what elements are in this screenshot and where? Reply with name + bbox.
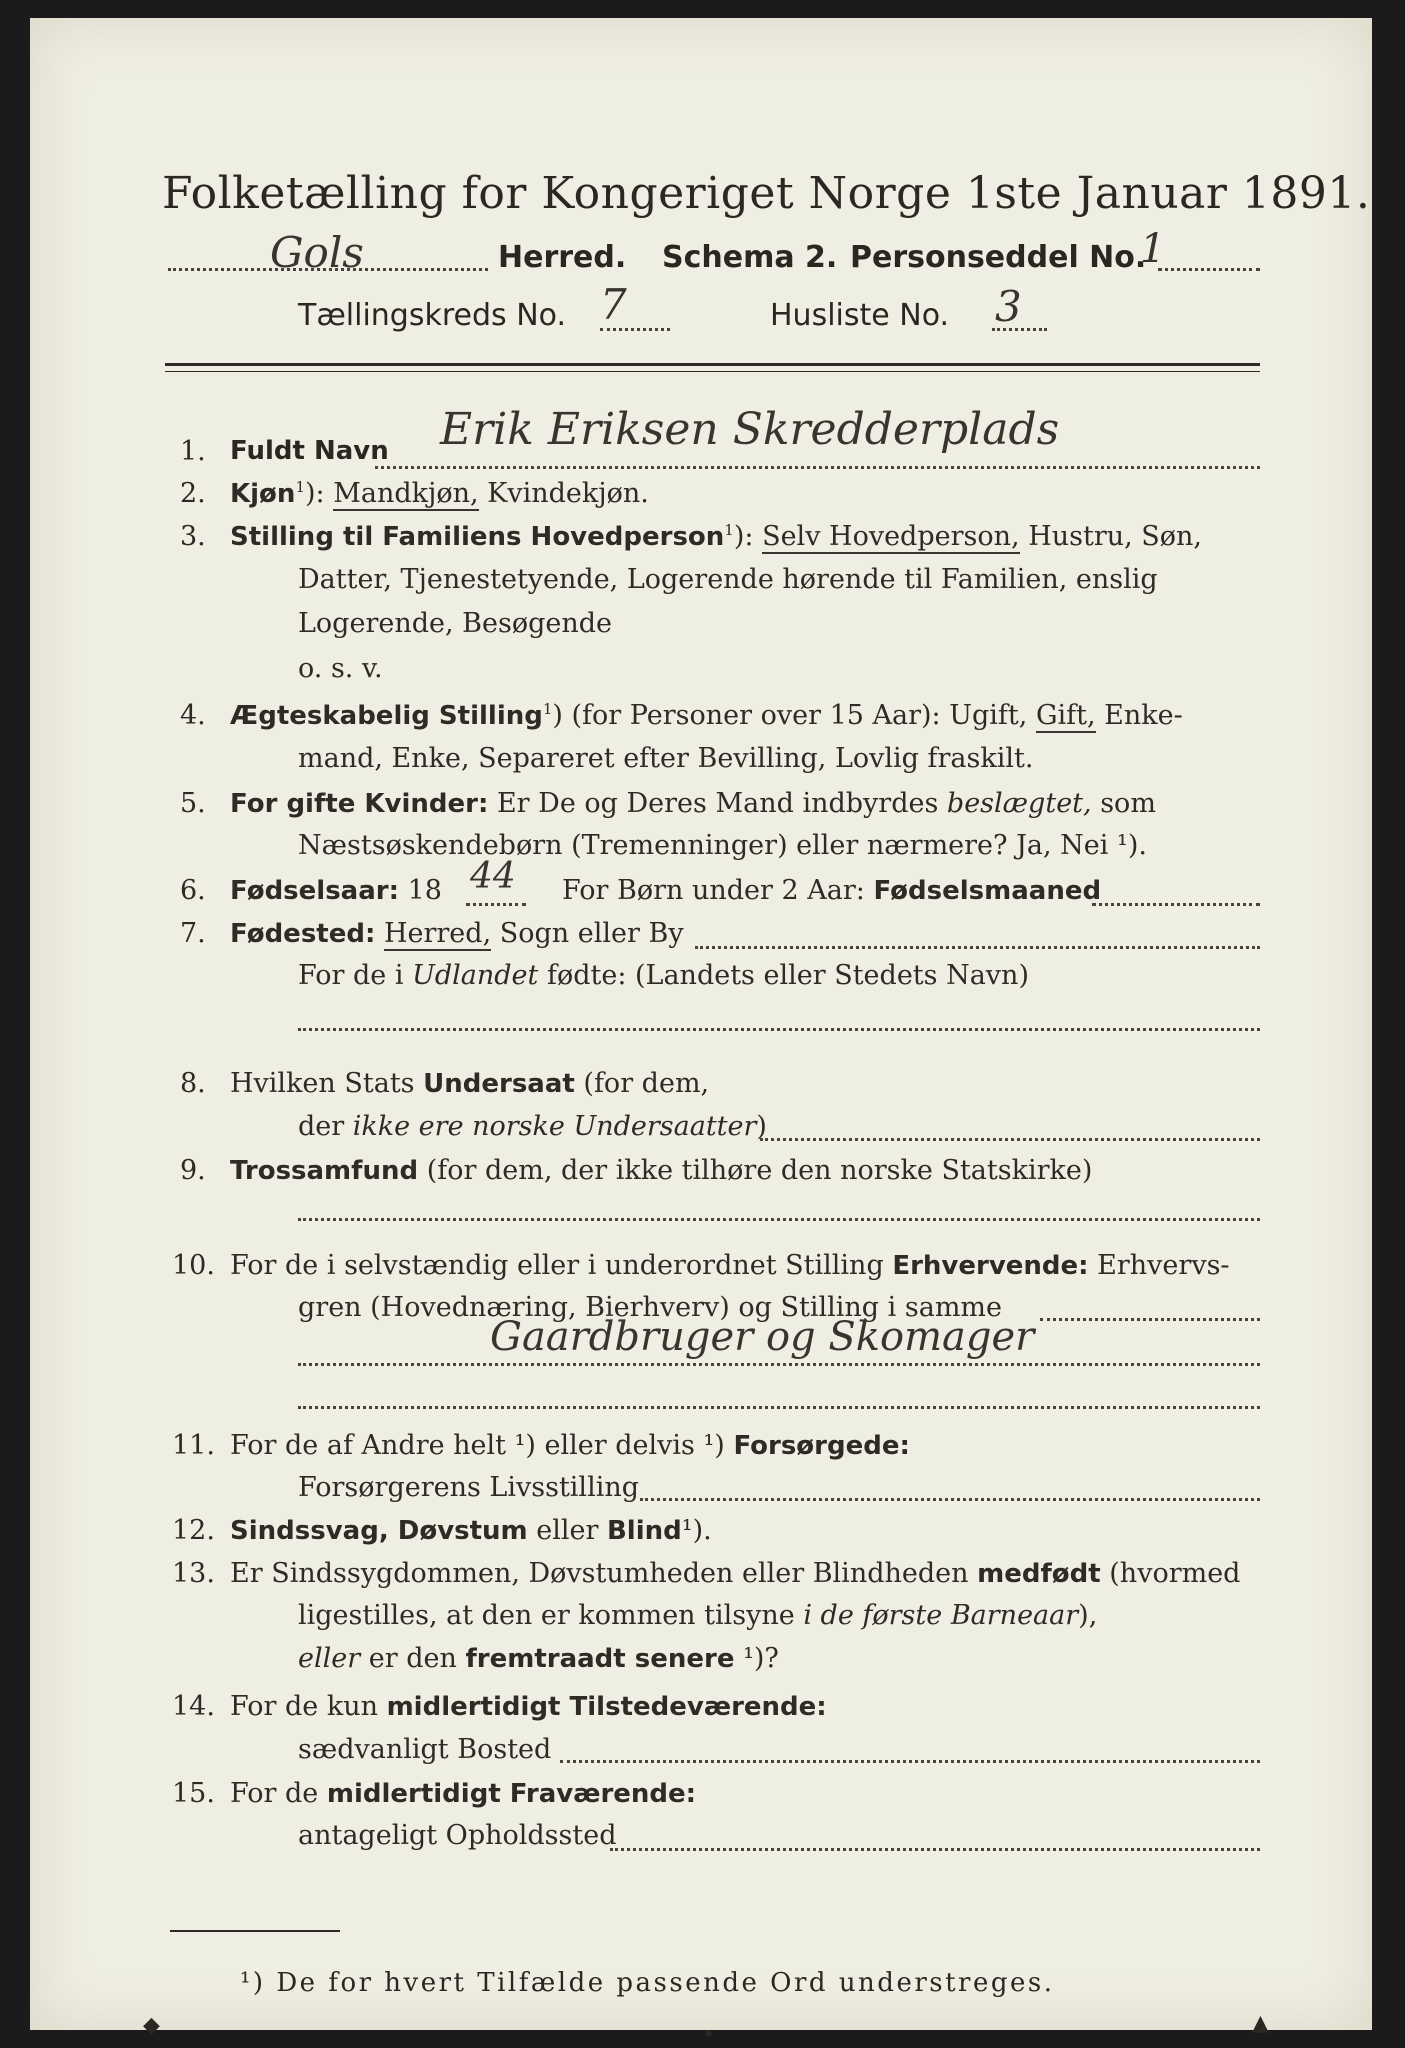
q10-dotted-line-2	[298, 1363, 1260, 1366]
q1-number: 1.	[180, 436, 206, 467]
q12-label2: Blind	[606, 1516, 682, 1546]
kreds-value: 7	[600, 280, 627, 329]
q10-answer: Gaardbruger og Skomager	[490, 1314, 1035, 1360]
q10-line2: gren (Hovednæring, Bierhverv) og Stilling i samme	[298, 1292, 1003, 1323]
q13-line1	[230, 1558, 1240, 1589]
q10-number: 10.	[172, 1250, 215, 1281]
footnote-rule	[170, 1930, 340, 1932]
q7-dotted-line	[695, 946, 1260, 949]
q15-line1-a: For de	[230, 1778, 319, 1809]
q9-line	[230, 1155, 1092, 1186]
q8-line1	[230, 1068, 709, 1099]
schema-label: Schema 2.	[662, 240, 838, 275]
q3-line1	[230, 521, 1202, 552]
q5-italic: beslægtet,	[946, 788, 1092, 819]
q7-dotted-line-2	[298, 1028, 1260, 1031]
q3-line3: Logerende, Besøgende	[298, 608, 612, 639]
q2-line	[230, 478, 649, 509]
q10-dotted-line-3	[298, 1406, 1260, 1409]
q6-rest-line	[562, 875, 1101, 906]
q6-prefix: 18	[407, 875, 442, 906]
q4-rest2: Enke-	[1104, 700, 1183, 731]
kreds-dotted-line	[600, 328, 670, 331]
q14-line1-bold: midlertidigt Tilstedeværende:	[386, 1692, 827, 1722]
q5-label: For gifte Kvinder:	[230, 789, 489, 819]
q4-number: 4.	[180, 700, 206, 731]
q7-opt-herred: Herred,	[383, 918, 492, 949]
q5-rest: Er De og Deres Mand indbyrdes	[496, 788, 939, 819]
q15-line2: antageligt Opholdssted	[298, 1820, 617, 1851]
husliste-dotted-line	[992, 328, 1047, 331]
q10-line1-a: For de i selvstændig eller i underordnet Stilling	[230, 1250, 884, 1281]
q13-line2-b: ),	[1078, 1600, 1098, 1631]
q13-line1-b: (hvormed	[1109, 1558, 1241, 1589]
kreds-label: Tællingskreds No.	[298, 298, 566, 333]
q6-label: Fødselsaar:	[230, 876, 399, 906]
q6-number: 6.	[180, 875, 206, 906]
husliste-value: 3	[995, 282, 1022, 331]
q1-label: Fuldt Navn	[230, 436, 389, 466]
q14-line1	[230, 1691, 827, 1722]
q7-label: Fødested:	[230, 919, 376, 949]
q8-line1-b: (for dem,	[583, 1068, 710, 1099]
q2-opt-mandkjon: Mandkjøn,	[333, 478, 479, 509]
q8-line1-a: Hvilken Stats	[230, 1068, 415, 1099]
q13-line2-italic: i de første Barneaar	[803, 1600, 1079, 1631]
q11-line1-a: For de af Andre helt ¹) eller delvis ¹)	[230, 1430, 725, 1461]
personseddel-dotted-line	[1158, 268, 1260, 271]
q5-rest2: som	[1100, 788, 1156, 819]
q8-line2-italic: ikke ere norske Undersaatter	[352, 1111, 757, 1142]
q14-number: 14.	[172, 1691, 215, 1722]
q8-line2-b: )	[756, 1111, 767, 1142]
q5-number: 5.	[180, 788, 206, 819]
q12-label: Sindssvag, Døvstum	[230, 1516, 528, 1546]
q11-line2: Forsørgerens Livsstilling	[298, 1472, 640, 1503]
q3-opt-selv-hovedperson: Selv Hovedperson,	[762, 521, 1020, 552]
q13-line3	[298, 1643, 779, 1674]
q15-dotted-line	[610, 1848, 1260, 1851]
q7-number: 7.	[180, 918, 206, 949]
q7-line2	[298, 960, 1029, 991]
personseddel-value: 1	[1140, 226, 1166, 272]
q11-number: 11.	[172, 1430, 215, 1461]
q2-rest: ):	[304, 478, 325, 509]
stray-mark-right: ▲	[1252, 2011, 1269, 2036]
q3-colon: ):	[733, 521, 754, 552]
q13-number: 13.	[172, 1558, 215, 1589]
q4-rest: ) (for Personer over 15 Aar): Ugift,	[552, 700, 1028, 731]
q7-line1	[230, 918, 684, 949]
q7-line2-a: For de i	[298, 960, 404, 991]
q5-line1	[230, 788, 1156, 819]
q12-number: 12.	[172, 1515, 215, 1546]
q2-label: Kjøn	[230, 479, 296, 509]
q11-dotted-line	[640, 1498, 1260, 1501]
q14-dotted-line	[560, 1760, 1260, 1763]
form-title: Folketælling for Kongeriget Norge 1ste Januar 1891.	[162, 168, 1371, 219]
q9-number: 9.	[180, 1155, 206, 1186]
q15-number: 15.	[172, 1778, 215, 1809]
q10-line1-b: Erhvervs-	[1097, 1250, 1230, 1281]
q1-answer: Erik Eriksen Skredderplads	[440, 404, 1060, 455]
q12-line	[230, 1515, 712, 1546]
q6-dotted-line	[466, 903, 526, 906]
herred-value: Gols	[270, 228, 364, 277]
q10-dotted-line	[1040, 1318, 1260, 1321]
q4-label: Ægteskabelig Stilling	[230, 701, 543, 731]
stray-mark-left: ◆	[143, 2013, 160, 2038]
q7-line2-italic: Udlandet	[412, 960, 539, 991]
herred-label: Herred.	[498, 240, 627, 275]
q9-rest: (for dem, der ikke tilhøre den norske Statskirke)	[426, 1155, 1093, 1186]
q3-rest: Hustru, Søn,	[1028, 521, 1203, 552]
q12-rest: ¹).	[681, 1515, 712, 1546]
q13-line1-a: Er Sindssygdommen, Døvstumheden eller Blindheden	[230, 1558, 969, 1589]
q2-sup: 1	[295, 478, 305, 496]
q11-line1	[230, 1430, 910, 1461]
q4-line2: mand, Enke, Separeret efter Bevilling, Lovlig fraskilt.	[298, 743, 1034, 774]
q4-sup: 1	[542, 700, 553, 718]
q13-line2	[298, 1600, 1097, 1631]
q4-opt-gift: Gift,	[1035, 700, 1096, 731]
q2-number: 2.	[180, 478, 206, 509]
footnote: ¹) De for hvert Tilfælde passende Ord understreges.	[240, 1968, 1055, 1998]
q6-dotted-line-2	[1092, 903, 1260, 906]
q10-line1-bold: Erhvervende:	[892, 1251, 1089, 1281]
header-rule-bottom	[165, 371, 1260, 372]
census-form-sheet	[30, 18, 1372, 2048]
personseddel-label: Personseddel No.	[850, 240, 1147, 275]
q3-number: 3.	[180, 521, 206, 552]
q6-answer: 44	[470, 856, 516, 897]
q13-line2-a: ligestilles, at den er kommen tilsyne	[298, 1600, 795, 1631]
q1-dotted-line	[375, 466, 1260, 469]
q7-rest: Sogn eller By	[499, 918, 684, 949]
q8-number: 8.	[180, 1068, 206, 1099]
q13-line3-italic: eller	[298, 1643, 361, 1674]
q9-label: Trossamfund	[230, 1156, 419, 1186]
q2-opt-kvindekjon: Kvindekjøn.	[487, 478, 649, 509]
q5-line2: Næstsøskendebørn (Tremenninger) eller nærmere? Ja, Nei ¹).	[298, 830, 1147, 861]
q3-label: Stilling til Familiens Hovedperson	[230, 522, 725, 552]
header-rule-top	[165, 363, 1260, 366]
q8-dotted-line	[760, 1138, 1260, 1141]
q6-label2: Fødselsmaaned	[873, 876, 1102, 906]
stray-mark-center: •	[702, 2023, 715, 2048]
q9-dotted-line	[298, 1218, 1260, 1221]
q6-line	[230, 875, 442, 906]
q15-line1	[230, 1778, 696, 1809]
husliste-label: Husliste No.	[770, 298, 950, 333]
q10-line1	[230, 1250, 1230, 1281]
q13-line3-b: ¹)?	[743, 1643, 779, 1674]
q13-line1-bold: medfødt	[977, 1559, 1101, 1589]
q14-line1-a: For de kun	[230, 1691, 378, 1722]
q8-line2	[298, 1111, 767, 1142]
q3-line2: Datter, Tjenestetyende, Logerende hørende til Familien, enslig	[298, 564, 1158, 595]
q12-mid: eller	[536, 1515, 599, 1546]
q14-line2: sædvanligt Bosted	[298, 1734, 552, 1765]
q15-line1-bold: midlertidigt Fraværende:	[326, 1779, 697, 1809]
q3-line4: o. s. v.	[298, 653, 383, 684]
q13-line3-a: er den	[368, 1643, 457, 1674]
q3-sup: 1	[724, 521, 734, 539]
q8-line1-bold: Undersaat	[423, 1069, 575, 1099]
q7-line2-b: fødte: (Landets eller Stedets Navn)	[546, 960, 1029, 991]
q11-line1-bold: Forsørgede:	[733, 1431, 910, 1461]
q13-line3-bold: fremtraadt senere	[465, 1644, 735, 1674]
q8-line2-a: der	[298, 1111, 345, 1142]
q6-rest: For Børn under 2 Aar:	[562, 875, 865, 906]
q4-line1	[230, 700, 1183, 731]
